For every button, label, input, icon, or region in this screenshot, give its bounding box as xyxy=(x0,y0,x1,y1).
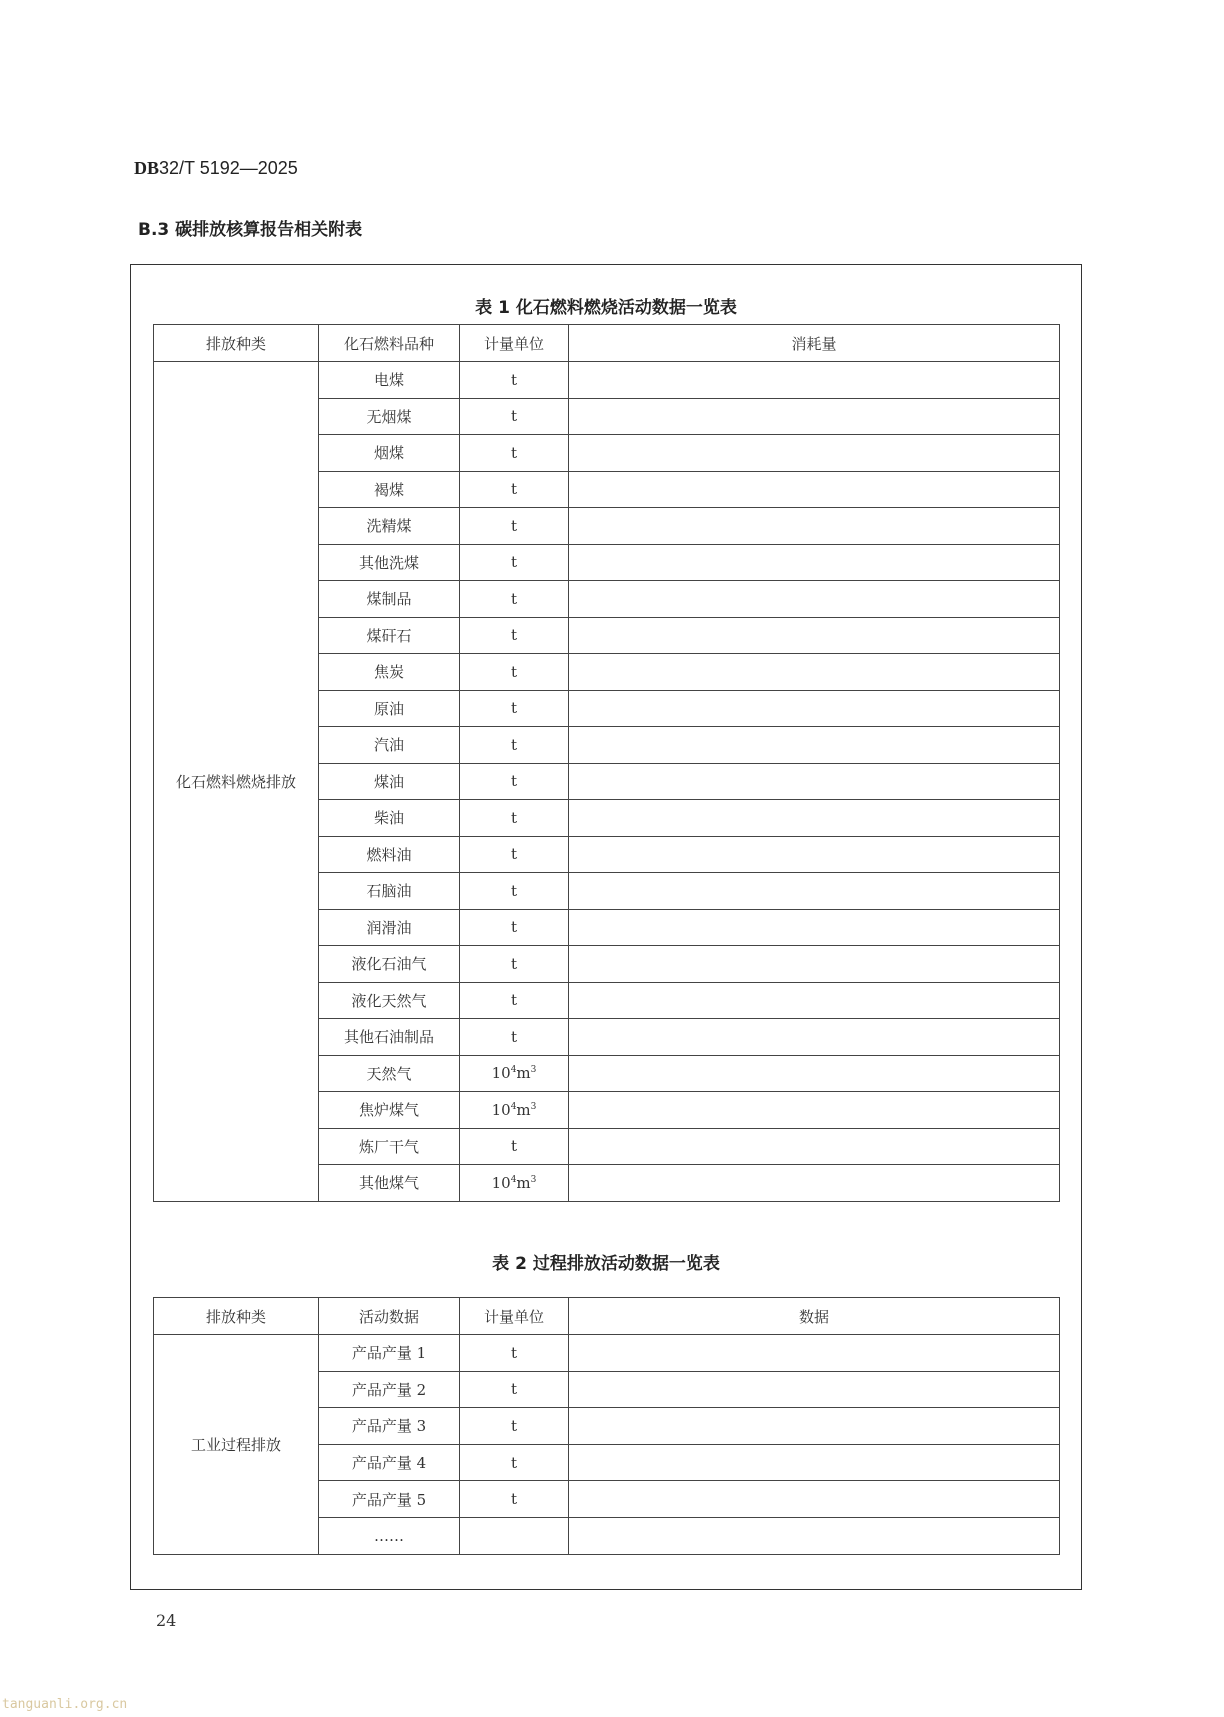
item-cell: 煤制品 xyxy=(319,581,460,618)
unit-cell: t xyxy=(460,1444,569,1481)
value-cell[interactable] xyxy=(569,1055,1060,1092)
header-emission-type: 排放种类 xyxy=(154,1298,319,1335)
unit-cell: t xyxy=(460,1019,569,1056)
unit-cell: t xyxy=(460,362,569,399)
table1-caption: 表 1 化石燃料燃烧活动数据一览表 xyxy=(475,298,737,318)
unit-cell: t xyxy=(460,508,569,545)
unit-cell: t xyxy=(460,836,569,873)
unit-cell: t xyxy=(460,1481,569,1518)
item-cell: 产品产量 3 xyxy=(319,1408,460,1445)
header-data: 数据 xyxy=(569,1298,1060,1335)
value-cell[interactable] xyxy=(569,435,1060,472)
value-cell[interactable] xyxy=(569,800,1060,837)
unit-cell: t xyxy=(460,946,569,983)
value-cell[interactable] xyxy=(569,1128,1060,1165)
item-cell: 电煤 xyxy=(319,362,460,399)
value-cell[interactable] xyxy=(569,1019,1060,1056)
watermark: tanguanli.org.cn xyxy=(2,1697,128,1712)
item-cell: 洗精煤 xyxy=(319,508,460,545)
unit-cell: t xyxy=(460,1335,569,1372)
unit-cell: t xyxy=(460,471,569,508)
item-cell: …… xyxy=(319,1517,460,1554)
unit-cell: t xyxy=(460,909,569,946)
unit-cell xyxy=(460,1517,569,1554)
document-code xyxy=(134,158,298,179)
section-title: B.3 碳排放核算报告相关附表 xyxy=(138,220,363,240)
item-cell: 炼厂干气 xyxy=(319,1128,460,1165)
item-cell: 原油 xyxy=(319,690,460,727)
unit-cell: t xyxy=(460,581,569,618)
unit-cell: $10^4m^3$ xyxy=(460,1055,569,1092)
header-fuel-type: 化石燃料品种 xyxy=(319,325,460,362)
unit-cell: t xyxy=(460,398,569,435)
value-cell[interactable] xyxy=(569,1517,1060,1554)
table2-caption: 表 2 过程排放活动数据一览表 xyxy=(492,1254,720,1274)
unit-cell: t xyxy=(460,763,569,800)
item-cell: 其他煤气 xyxy=(319,1165,460,1202)
value-cell[interactable] xyxy=(569,1165,1060,1202)
value-cell[interactable] xyxy=(569,471,1060,508)
item-cell: 褐煤 xyxy=(319,471,460,508)
value-cell[interactable] xyxy=(569,1335,1060,1372)
unit-cell: t xyxy=(460,1371,569,1408)
value-cell[interactable] xyxy=(569,1408,1060,1445)
unit-cell: t xyxy=(460,727,569,764)
table-header-row xyxy=(154,325,1060,362)
item-cell: 柴油 xyxy=(319,800,460,837)
item-cell: 汽油 xyxy=(319,727,460,764)
value-cell[interactable] xyxy=(569,946,1060,983)
unit-cell: t xyxy=(460,654,569,691)
header-unit: 计量单位 xyxy=(460,325,569,362)
unit-cell: t xyxy=(460,690,569,727)
unit-cell: t xyxy=(460,435,569,472)
value-cell[interactable] xyxy=(569,581,1060,618)
header-consumption: 消耗量 xyxy=(569,325,1060,362)
item-cell: 液化石油气 xyxy=(319,946,460,983)
value-cell[interactable] xyxy=(569,873,1060,910)
value-cell[interactable] xyxy=(569,909,1060,946)
table-row xyxy=(154,1335,1060,1372)
fossil-fuel-table xyxy=(153,324,1060,1202)
table-row xyxy=(154,362,1060,399)
page-number: 24 xyxy=(156,1611,177,1630)
value-cell[interactable] xyxy=(569,1444,1060,1481)
header-unit: 计量单位 xyxy=(460,1298,569,1335)
header-activity-data: 活动数据 xyxy=(319,1298,460,1335)
emission-category-cell: 化石燃料燃烧排放 xyxy=(154,362,319,1202)
unit-cell: t xyxy=(460,1128,569,1165)
item-cell: 润滑油 xyxy=(319,909,460,946)
value-cell[interactable] xyxy=(569,508,1060,545)
value-cell[interactable] xyxy=(569,617,1060,654)
value-cell[interactable] xyxy=(569,727,1060,764)
value-cell[interactable] xyxy=(569,690,1060,727)
value-cell[interactable] xyxy=(569,1371,1060,1408)
item-cell: 产品产量 5 xyxy=(319,1481,460,1518)
unit-cell: $10^4m^3$ xyxy=(460,1165,569,1202)
document-code-number: 32/T 5192—2025 xyxy=(159,158,298,178)
value-cell[interactable] xyxy=(569,836,1060,873)
item-cell: 产品产量 4 xyxy=(319,1444,460,1481)
value-cell[interactable] xyxy=(569,398,1060,435)
value-cell[interactable] xyxy=(569,654,1060,691)
unit-cell: t xyxy=(460,982,569,1019)
item-cell: 煤矸石 xyxy=(319,617,460,654)
unit-cell: t xyxy=(460,544,569,581)
item-cell: 产品产量 2 xyxy=(319,1371,460,1408)
item-cell: 液化天然气 xyxy=(319,982,460,1019)
unit-cell: t xyxy=(460,617,569,654)
header-emission-type: 排放种类 xyxy=(154,325,319,362)
item-cell: 烟煤 xyxy=(319,435,460,472)
item-cell: 天然气 xyxy=(319,1055,460,1092)
value-cell[interactable] xyxy=(569,544,1060,581)
item-cell: 石脑油 xyxy=(319,873,460,910)
value-cell[interactable] xyxy=(569,1092,1060,1129)
unit-cell: $10^4m^3$ xyxy=(460,1092,569,1129)
item-cell: 其他洗煤 xyxy=(319,544,460,581)
value-cell[interactable] xyxy=(569,362,1060,399)
item-cell: 产品产量 1 xyxy=(319,1335,460,1372)
table-header-row xyxy=(154,1298,1060,1335)
value-cell[interactable] xyxy=(569,1481,1060,1518)
item-cell: 焦炭 xyxy=(319,654,460,691)
unit-cell: t xyxy=(460,800,569,837)
item-cell: 其他石油制品 xyxy=(319,1019,460,1056)
emission-category-cell: 工业过程排放 xyxy=(154,1335,319,1555)
process-emission-table xyxy=(153,1297,1060,1555)
item-cell: 无烟煤 xyxy=(319,398,460,435)
item-cell: 燃料油 xyxy=(319,836,460,873)
item-cell: 焦炉煤气 xyxy=(319,1092,460,1129)
unit-cell: t xyxy=(460,873,569,910)
value-cell[interactable] xyxy=(569,763,1060,800)
unit-cell: t xyxy=(460,1408,569,1445)
document-code-prefix: DB xyxy=(134,158,160,178)
item-cell: 煤油 xyxy=(319,763,460,800)
value-cell[interactable] xyxy=(569,982,1060,1019)
